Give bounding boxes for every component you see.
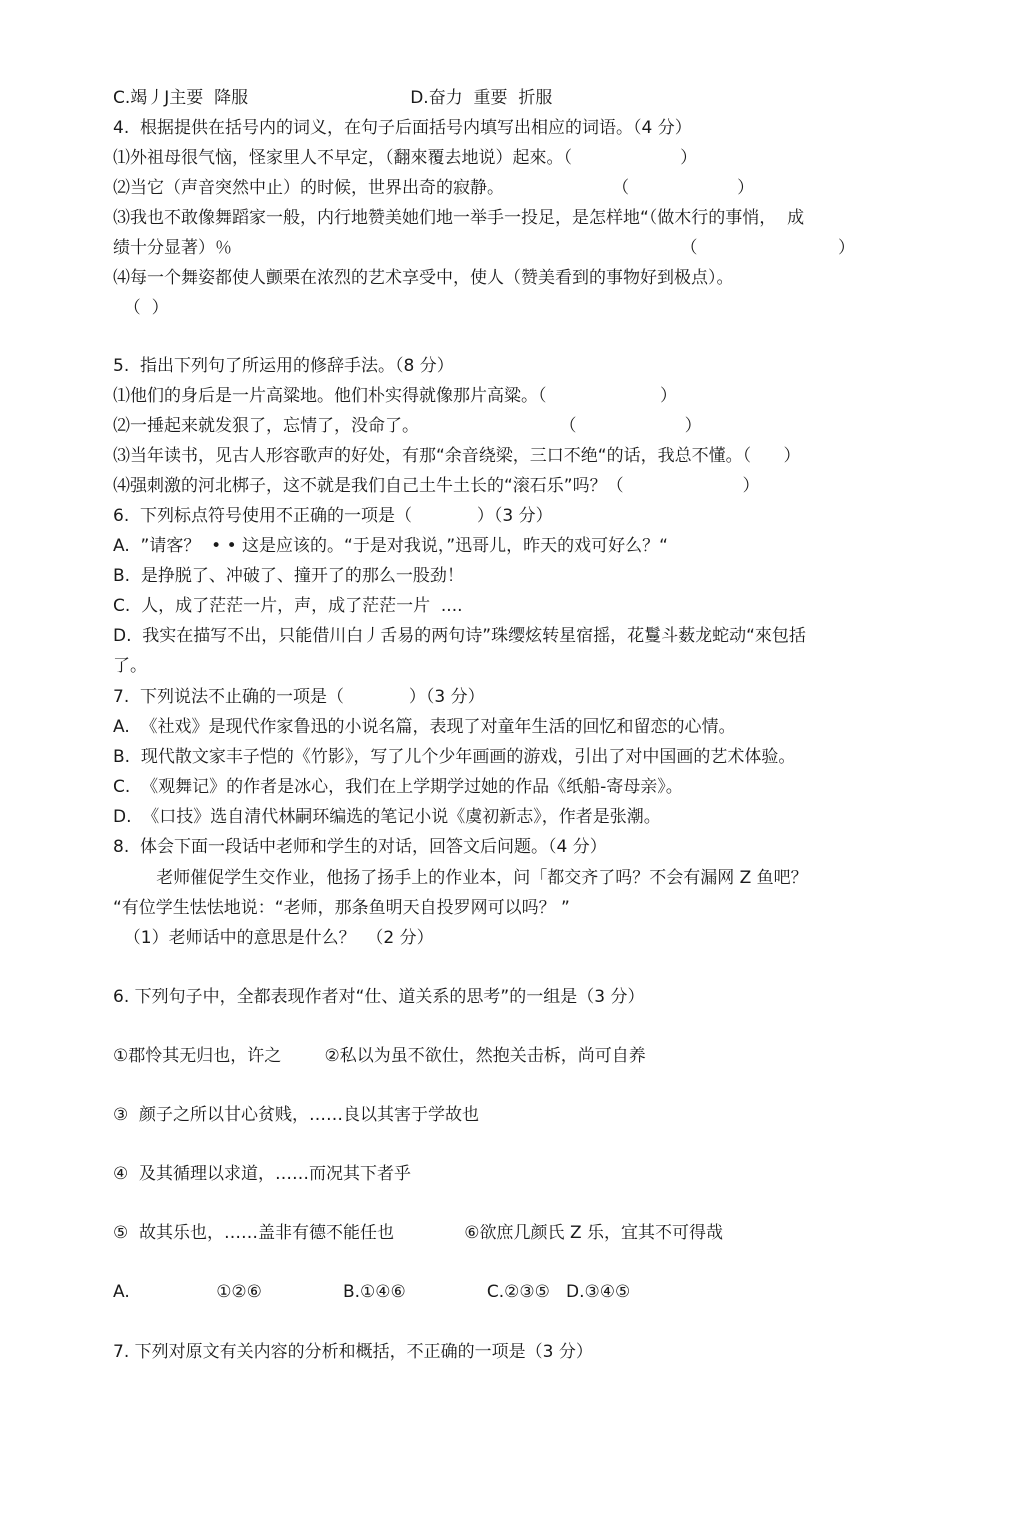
question-6b-item-3: ③ 颜子之所以甘心贫贱，……良以其害于学故也 bbox=[113, 1105, 480, 1125]
question-7-option-b: B. 现代散文家丰子恺的《竹影》，写了儿个少年画画的游戏，引出了对中国画的艺术体验。 bbox=[113, 747, 796, 767]
option-line-c-d: C.竭丿J主要 降服 D.奋力 重要 折服 bbox=[113, 88, 553, 108]
question-6-option-b: B. 是挣脱了、冲破了、撞开了的那么一股劲！ bbox=[113, 566, 464, 586]
question-4-item-2: ⑵当它（声音突然中止）的时候，世界出奇的寂静。 （ ） bbox=[113, 178, 755, 198]
question-6b-items-5-6: ⑤ 故其乐也，……盖非有德不能任也 ⑥欲庶几颜氏 Z 乐，宜其不可得哉 bbox=[113, 1223, 723, 1243]
question-8-heading: 8. 体会下面一段话中老师和学生的对话，回答文后问题。（4 分） bbox=[113, 837, 607, 857]
question-5-item-1: ⑴他们的身后是一片高粱地。他们朴实得就像那片高粱。（ ） bbox=[113, 386, 677, 406]
question-7b-heading: 7. 下列对原文有关内容的分析和概括，不正确的一项是（3 分） bbox=[113, 1342, 593, 1362]
question-6-heading: 6. 下列标点符号使用不正确的一项是（ ）（3 分） bbox=[113, 506, 553, 526]
question-5-item-4: ⑷强刺激的河北梆子，这不就是我们自己土牛土长的“滚石乐”吗？（ ） bbox=[113, 476, 760, 496]
question-7-heading: 7. 下列说法不止确的一项是（ ）（3 分） bbox=[113, 687, 485, 707]
question-8-passage: 老师催促学生交作业，他扬了扬手上的作业本，问「都交齐了吗？不会有漏网 Z 鱼吧？ bbox=[113, 868, 808, 888]
question-8-passage-cont: “有位学生怯怯地说：“老师，那条鱼明天自投罗网可以吗？ ” bbox=[113, 898, 570, 918]
question-6-option-a: A. ”请客？ • • 这是应该的。“于是对我说，”迅哥儿，昨天的戏可好么？“ bbox=[113, 536, 668, 556]
question-6-option-d: D. 我实在描写不出，只能借川白丿舌易的两句诗”珠缨炫转星宿摇，花鬘斗薮龙蛇动“來包括 bbox=[113, 626, 806, 646]
question-4-item-4-blank: （ ） bbox=[113, 298, 169, 318]
question-5-item-2: ⑵一捶起来就发狠了，忘情了，没命了。 （ ） bbox=[113, 416, 702, 436]
question-7-option-c: C. 《观舞记》的作者是冰心，我们在上学期学过她的作品《纸船-寄母亲》。 bbox=[113, 777, 683, 797]
question-7-option-a: A. 《社戏》是现代作家鲁迅的小说名篇，表现了对童年生活的回忆和留恋的心情。 bbox=[113, 717, 736, 737]
question-4-item-1: ⑴外祖母很气恼，怪家里人不早定，（翻來覆去地说）起來。（ ） bbox=[113, 148, 698, 168]
question-8-sub-1: （1）老师话中的意思是什么？ （2 分） bbox=[113, 928, 434, 948]
question-4-item-3: ⑶我也不敢像舞蹈家一般，内行地赞美她们地一举手一投足，是怎样地“（做木行的事悄， 成 bbox=[113, 208, 805, 228]
question-4-item-4: ⑷每一个舞姿都使人颤栗在浓烈的艺术享受中，使人（赞美看到的事物好到极点）。 bbox=[113, 268, 734, 288]
question-6-option-c: C. 人，成了茫茫一片，声，成了茫茫一片 .... bbox=[113, 596, 463, 616]
question-6b-heading: 6. 下列句子中，全都表现作者对“仕、道关系的思考”的一组是（3 分） bbox=[113, 987, 645, 1007]
question-6b-item-4: ④ 及其循理以求道，……而况其下者乎 bbox=[113, 1164, 412, 1184]
question-7-option-d: D. 《口技》选自清代林嗣环编选的笔记小说《虞初新志》，作者是张潮。 bbox=[113, 807, 661, 827]
question-6-option-d-cont: 了。 bbox=[113, 656, 147, 676]
question-6b-options: A. ①②⑥ B.①④⑥ C.②③⑤ D.③④⑤ bbox=[113, 1282, 631, 1302]
question-4-heading: 4. 根据提供在括号内的词义，在句子后面括号内填写出相应的词语。（4 分） bbox=[113, 118, 692, 138]
question-6b-items-1-2: ①郡怜其无归也，许之 ②私以为虽不欲仕，然抱关击柝，尚可自养 bbox=[113, 1046, 646, 1066]
question-5-heading: 5. 指出下列句了所运用的修辞手法。（8 分） bbox=[113, 356, 454, 376]
question-5-item-3: ⑶当年读书，见古人形容歌声的好处，有那“余音绕梁，三口不绝“的话，我总不懂。（ ） bbox=[113, 446, 801, 466]
question-4-item-3-cont: 绩十分显著）％ （ ） bbox=[113, 238, 856, 258]
